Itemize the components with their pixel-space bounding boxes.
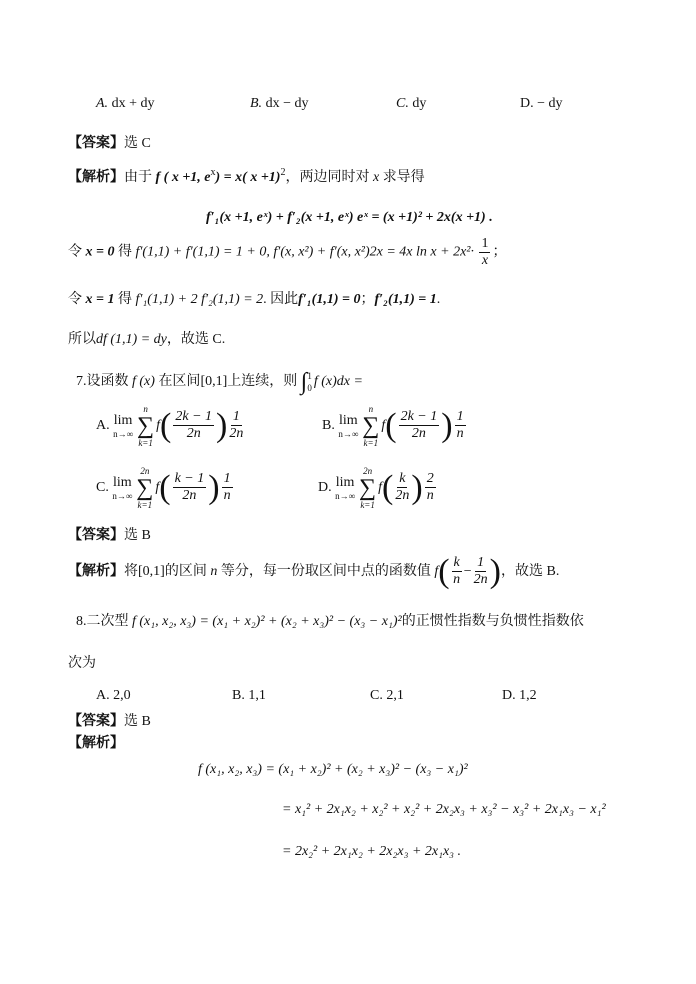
q8-equation-1: f (x₁, x₂, x₃) = (x₁ + x₂)² + (x₂ + x₃)² − (x₃ − x₁)² (198, 762, 468, 777)
q7-analysis-text1: 将 (124, 564, 138, 579)
q7-opt-a-sum (137, 404, 154, 448)
q7-analysis-minus: − (463, 564, 472, 579)
q7-analysis-text3: 等分，每一份取区间中点的函数值 (220, 564, 431, 579)
q6-let1-frac-num: 1 (481, 236, 489, 251)
q7-opt-b-lparen: ( (385, 406, 397, 444)
q8-answer (68, 712, 151, 732)
q7-opt-d-label: D. (318, 480, 332, 495)
q8-opt-a-text: 2,0 (113, 688, 131, 703)
q6-conclusion-after: ，故选 C. (166, 332, 226, 347)
q6-option-a-label: A. (96, 96, 109, 111)
q7-opt-c-num: k − 1 (174, 471, 205, 487)
q8-analysis-tag: 【解析】 (68, 736, 124, 751)
q7-opt-d-f: f (378, 480, 383, 495)
q7-opt-a-num: 2k − 1 (175, 409, 213, 425)
q8-stem-cont: 次为 (68, 656, 96, 671)
q6-let2-res1: f′₁(1,1) = 0 (298, 292, 361, 307)
q7-analysis-rparen: ) (489, 552, 501, 590)
q6-analysis-var-x: x (372, 170, 380, 185)
q7-opt-b-label: B. (322, 418, 335, 433)
q6-let2-end: . (436, 292, 441, 307)
q6-analysis-text-after: ，两边同时对 (285, 170, 370, 185)
q8-option-c (370, 686, 404, 706)
q7-opt-d-sigma: ∑ (359, 474, 377, 501)
q7-opt-d-num: k (399, 471, 406, 487)
q7-opt-c-coef-num: 1 (223, 471, 231, 487)
q7-opt-d-lim-word: lim (335, 474, 355, 490)
q7-opt-a-lim-arrow: n→∞ (113, 428, 134, 439)
q6-option-c-text: dy (412, 96, 427, 111)
q7-opt-a-coef-num: 1 (232, 409, 240, 425)
q6-option-a (96, 94, 154, 114)
q7-opt-b-lim-word: lim (338, 412, 358, 428)
q8-option-a (96, 686, 131, 706)
q7-opt-a-coef-den: 2n (229, 426, 244, 442)
q8-stem (76, 612, 584, 632)
q6-let2-sep: ； (360, 292, 375, 307)
q6-derivative-equation: f′₁(x +1, eˣ) + f′₂(x +1, eˣ) eˣ = (x +1)² + 2x(x +1) . (206, 210, 493, 225)
q6-analysis-tag: 【解析】 (68, 170, 124, 185)
q6-let1-cond: x = 0 (85, 244, 115, 260)
q7-opt-c-frac (173, 471, 207, 504)
q8-text1: 二次型 (86, 614, 129, 629)
q6-analysis-eq-rest-sup: 2 (280, 167, 286, 178)
q6-option-c (396, 94, 426, 114)
q6-analysis-eq-sup: x (210, 167, 216, 178)
q6-let1-ling: 令 (68, 244, 82, 260)
q7-opt-d-sum-bot: k=1 (360, 499, 375, 510)
q7-opt-d-coef-den: n (426, 488, 434, 504)
q6-let2-ling: 令 (68, 292, 82, 307)
q6-answer-tag: 【答案】 (68, 136, 124, 151)
q7-opt-b-frac (399, 409, 440, 442)
q8-answer-tag: 【答案】 (68, 714, 124, 729)
q7-option-b (322, 398, 468, 454)
q7-integral-sign: ∫ (300, 369, 308, 395)
q6-analysis (68, 168, 425, 189)
q7-opt-a-lim (113, 413, 133, 439)
q7-opt-b-coef-den: n (456, 426, 464, 442)
q6-option-b (250, 94, 308, 114)
q7-opt-c-coef-den: n (223, 488, 231, 504)
q7-opt-a-rparen: ) (216, 406, 228, 444)
q7-opt-a-sigma: ∑ (137, 412, 155, 439)
q7-analysis-frac1 (452, 555, 462, 588)
q8-opt-d-label: D. (502, 688, 516, 703)
q7-opt-c-sum-top: 2n (140, 465, 150, 476)
q6-option-d (520, 94, 563, 114)
q7-opt-b-num: 2k − 1 (400, 409, 438, 425)
q7-opt-d-lim-arrow: n→∞ (335, 490, 356, 501)
q8-opt-c-label: C. (370, 688, 383, 703)
q8-text2: 的正惯性指数与负惯性指数依 (401, 614, 584, 629)
q6-let2-res2: f′₂(1,1) = 1 (374, 292, 437, 307)
q6-option-b-text: dx − dy (265, 96, 309, 111)
q6-let1-frac (479, 236, 490, 269)
q6-let2-de: 得 (117, 292, 132, 307)
q7-opt-c-lim-arrow: n→∞ (112, 490, 133, 501)
q7-analysis-frac1-num: k (453, 555, 460, 571)
q7-opt-b-f: f (381, 418, 386, 433)
q7-opt-a-sum-bot: k=1 (138, 437, 153, 448)
q7-int-upper: 1 (307, 371, 312, 381)
q7-opt-a-sum-top: n (143, 403, 148, 414)
q7-integrand: f (x)dx = (313, 374, 363, 390)
q7-text1: 设函数 (86, 374, 129, 390)
q7-analysis-f: f (434, 564, 439, 579)
q7-opt-c-den: 2n (182, 488, 197, 504)
q6-option-d-text: − dy (537, 96, 563, 111)
q7-option-c (96, 460, 235, 516)
q7-opt-a-label: A. (96, 418, 110, 433)
q7-opt-b-sum-top: n (368, 403, 374, 414)
q6-let1-frac-den: x (481, 253, 489, 268)
q7-integral-limits (307, 370, 312, 394)
q6-option-d-label: D. (520, 96, 534, 111)
q7-int-lower: 0 (307, 383, 312, 393)
q6-let2-cond: x = 1 (85, 292, 115, 307)
q6-let1-expr: f′(1,1) + f′(1,1) = 1 + 0 (135, 244, 267, 260)
q7-answer-tag: 【答案】 (68, 528, 124, 543)
q7-opt-b-den: 2n (411, 426, 426, 442)
q6-let2-mid: . 因此 (263, 292, 299, 307)
q6-option-a-text: dx + dy (111, 96, 155, 111)
q6-analysis-text-end: 求导得 (382, 170, 425, 185)
q7-analysis-lparen: ( (438, 552, 450, 590)
q8-equation-2: = x₁² + 2x₁x₂ + x₂² + x₂² + 2x₂x₃ + x₃² − x₃² + 2x₁x₃ − x₁² (282, 802, 606, 817)
q7-opt-c-lim-word: lim (112, 474, 132, 490)
q7-analysis-n: n (210, 564, 218, 579)
q7-opt-c-rparen: ) (208, 468, 220, 506)
q7-opt-c-f: f (155, 480, 160, 495)
q7-fx: f (x) (132, 374, 155, 390)
q7-opt-b-sum (362, 404, 379, 448)
q6-let1-end: ； (492, 244, 507, 260)
q8-opt-a-label: A. (96, 688, 110, 703)
q7-analysis (68, 552, 559, 592)
q8-opt-b-label: B. (232, 688, 245, 703)
q7-opt-a-coef (229, 409, 243, 442)
q7-opt-b-sigma: ∑ (362, 412, 380, 439)
q7-opt-d-sum (359, 466, 376, 510)
q7-opt-c-lim (112, 475, 132, 501)
q7-text2: 在区间 (158, 374, 201, 390)
q7-opt-b-coef-num: 1 (456, 409, 464, 425)
q7-option-d (318, 460, 438, 516)
q7-opt-d-coef (425, 471, 436, 504)
q7-opt-d-lparen: ( (382, 468, 394, 506)
q7-option-a (96, 398, 245, 454)
q6-option-b-label: B. (250, 96, 263, 111)
q7-analysis-text2: 的区间 (164, 564, 207, 579)
q7-opt-c-label: C. (96, 480, 109, 495)
q6-answer-text: 选 C (124, 136, 151, 151)
q7-text3: 上连续，则 (227, 374, 298, 390)
q7-opt-b-lim-arrow: n→∞ (338, 428, 359, 439)
q7-analysis-interval: [0,1] (138, 564, 165, 579)
q7-opt-b-coef (455, 409, 466, 442)
q8-form: f (x₁, x₂, x₃) = (x₁ + x₂)² + (x₂ + x₃)² − (x₃ − x₁)² (132, 614, 402, 629)
q6-let-line-2 (68, 290, 440, 310)
q7-opt-c-sigma: ∑ (136, 474, 154, 501)
q7-opt-d-sum-top: 2n (363, 465, 373, 476)
q7-analysis-frac1-den: n (453, 572, 461, 588)
q7-answer-text: 选 B (124, 528, 151, 543)
q7-analysis-frac2 (474, 555, 488, 588)
q6-option-c-label: C. (396, 96, 409, 111)
q7-analysis-frac2-num: 1 (477, 555, 485, 571)
q8-opt-b-text: 1,1 (248, 688, 266, 703)
q7-opt-b-sum-bot: k=1 (363, 437, 379, 448)
q7-opt-d-frac (395, 471, 409, 504)
q6-analysis-text-before: 由于 (124, 170, 152, 185)
q7-opt-a-lparen: ( (160, 406, 172, 444)
q7-opt-d-den: 2n (395, 488, 410, 504)
q7-opt-a-f: f (156, 418, 161, 433)
q7-opt-c-lparen: ( (159, 468, 171, 506)
q7-opt-c-sum-bot: k=1 (137, 499, 153, 510)
q7-analysis-frac2-den: 2n (473, 572, 488, 588)
q7-number: 7. (76, 374, 87, 390)
q6-conclusion-expr: df (1,1) = dy (96, 332, 167, 347)
q7-stem (76, 370, 363, 394)
q7-interval: [0,1] (200, 374, 228, 390)
q7-analysis-tag: 【解析】 (68, 564, 124, 579)
q7-opt-d-rparen: ) (411, 468, 423, 506)
q7-opt-c-sum (136, 466, 153, 510)
q7-opt-d-lim (335, 475, 355, 501)
q6-let-line-1 (68, 236, 506, 269)
q6-conclusion-before: 所以 (68, 332, 96, 347)
q6-let1-de: 得 (117, 244, 132, 260)
q6-analysis-eq-main: f ( x +1, e (155, 170, 211, 185)
q8-option-b (232, 686, 266, 706)
q7-opt-b-lim (338, 413, 358, 439)
q7-opt-a-lim-word: lim (113, 412, 133, 428)
q8-equation-3: = 2x₂² + 2x₁x₂ + 2x₂x₃ + 2x₁x₃ . (282, 844, 462, 859)
q6-analysis-eq-rest: ) = x( x +1) (215, 170, 281, 185)
q7-opt-d-coef-num: 2 (426, 471, 434, 487)
q6-answer (68, 134, 151, 154)
q8-answer-text: 选 B (124, 714, 151, 729)
q8-number: 8. (76, 614, 87, 629)
q6-let2-expr: f′₁(1,1) + 2 f′₂(1,1) = 2 (135, 292, 264, 307)
q6-conclusion (68, 330, 225, 350)
q8-opt-c-text: 2,1 (386, 688, 404, 703)
q7-opt-b-rparen: ) (441, 406, 453, 444)
q7-opt-c-coef (222, 471, 233, 504)
q7-answer (68, 526, 151, 546)
q7-analysis-end: ，故选 B. (501, 564, 560, 579)
q7-opt-a-den: 2n (186, 426, 201, 442)
q7-opt-a-frac (173, 409, 214, 442)
q8-opt-d-text: 1,2 (519, 688, 537, 703)
q8-option-d (502, 686, 537, 706)
q6-let1-expr-tail: , f′(x, x²) + f′(x, x²)2x = 4x ln x + 2x²· (266, 244, 474, 260)
